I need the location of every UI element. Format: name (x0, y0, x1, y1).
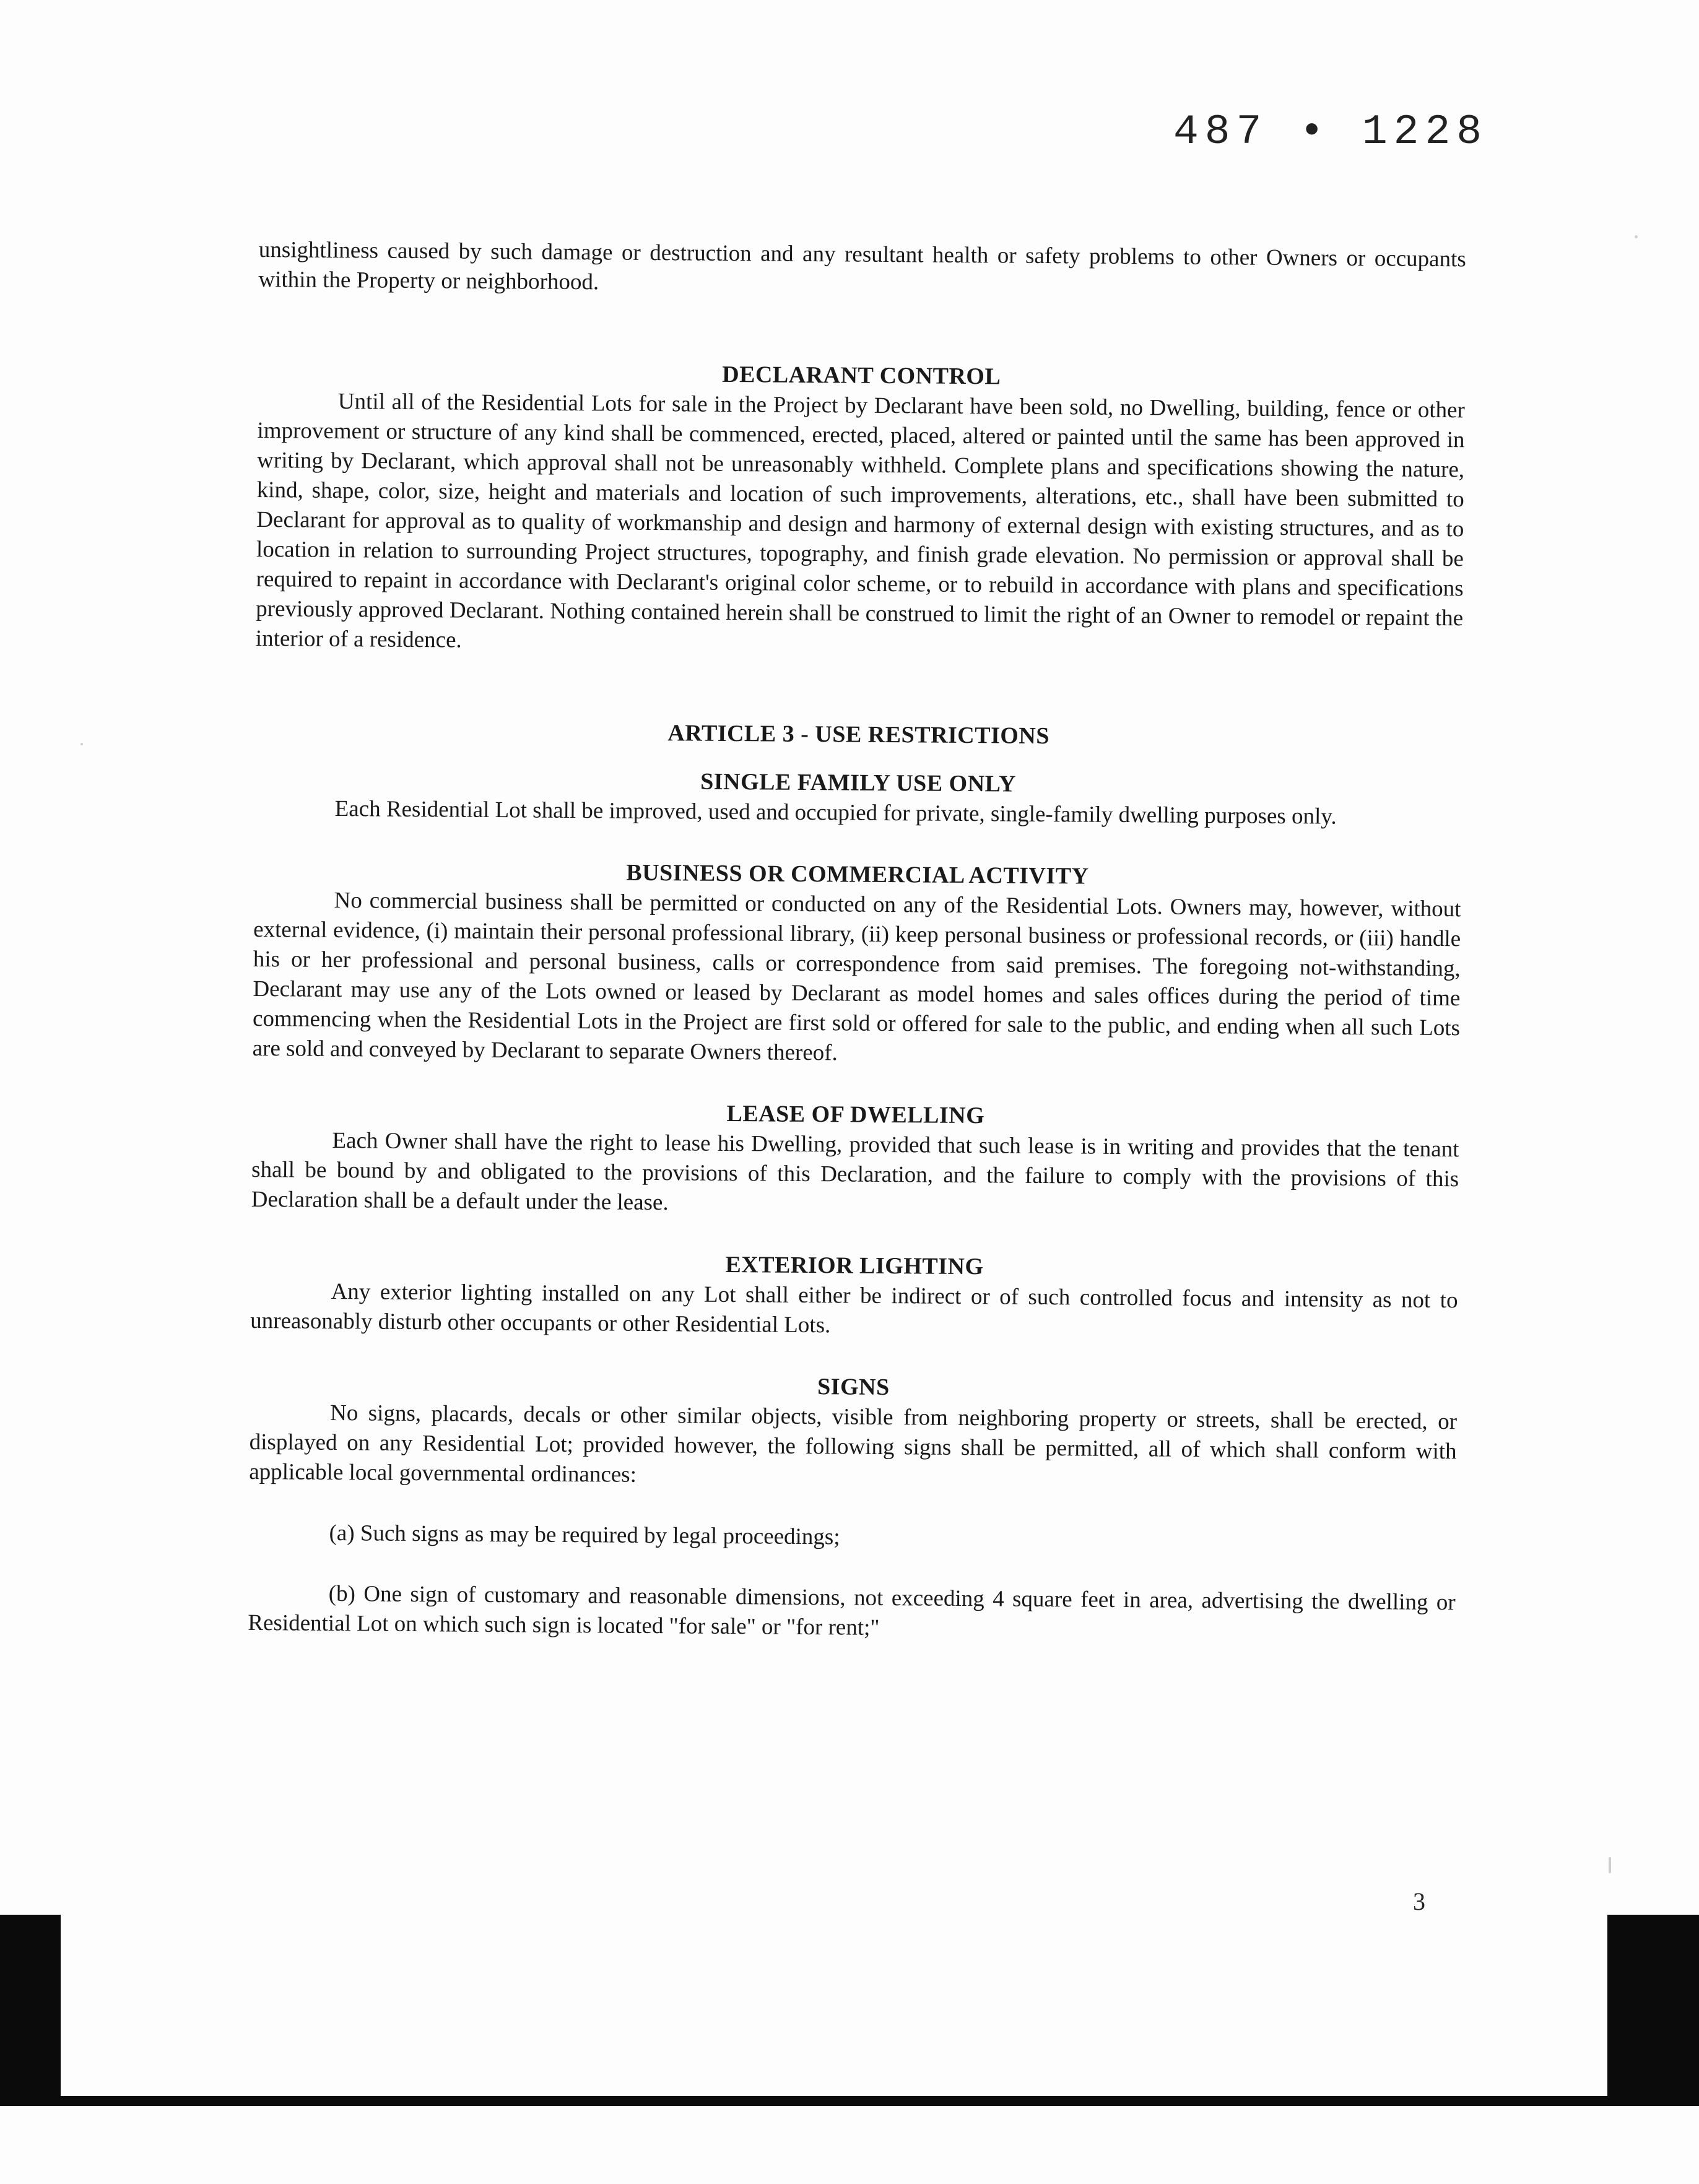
paragraph-declarant-control: Until all of the Residential Lots for sale in the Project by Declarant have been sold, no Dwelling, building, fence or other improvement or structure of any kind shall be commenced, erected, placed, altered or painted until the same has been approved in writing by Declarant, which approval shall not be unreasonably withheld. Complete plans and specifications showing the nature, kind, shape, color, size, height and materials and location of such improvements, alterations, etc., shall have been submitted to Declarant for approval as to quality of workmanship and design and harmony of external design with existing structures, and as to location in relation to surrounding Project structures, topography, and finish grade elevation. No permission or approval shall be required to repaint in accordance with Declarant's original color scheme, or to rebuild in accordance with plans and specifications previously approved Declarant. Nothing contained herein shall be construed to limit the right of an Owner to remodel or repaint the interior of a residence. (255, 389, 1465, 653)
scan-speck (1635, 235, 1638, 238)
scan-border-bottom (0, 2096, 1699, 2106)
paragraph-lease-of-dwelling: Each Owner shall have the right to lease his Dwelling, provided that such lease is in writing and provides that the tenant shall be bound by and obligated to the provisions of this Declaration, and the failure to comply with the provisions of this Declaration shall be a default under the lease. (251, 1127, 1459, 1216)
signs-item-b: (b) One sign of customary and reasonable dimensions, not exceeding 4 square feet in area, advertising the dwelling or Residential Lot on which such sign is located "for sale" or "for rent;" (248, 1580, 1456, 1640)
page-number: 3 (1413, 1887, 1425, 1915)
document-book-page-number: 487 • 1228 (1173, 108, 1488, 156)
intro-paragraph: unsightliness caused by such damage or destruction and any resultant health or safety problems to other Owners or occupants within the Property or neighborhood. (258, 236, 1466, 295)
heading-exterior-lighting: EXTERIOR LIGHTING (725, 1251, 984, 1280)
scan-border-left (0, 1915, 61, 2104)
heading-lease-of-dwelling: LEASE OF DWELLING (726, 1100, 985, 1129)
paragraph-single-family: Each Residential Lot shall be improved, used and occupied for private, single-family dwelling purposes only. (334, 795, 1337, 830)
paragraph-business-activity: No commercial business shall be permitted or conducted on any of the Residential Lots. Owners may, however, without external evidence, (i) maintain their personal professional library, (ii) keep personal business or professional records, or (iii) handle his or her professional and personal business, calls or correspondence from said premises. The foregoing not-withstanding, Declarant may use any of the Lots owned or leased by Declarant as model homes and sales offices during the period of time commencing when the Residential Lots in the Project are first sold or offered for sale to the public, and ending when all such Lots are sold and conveyed by Declarant to separate Owners thereof. (252, 887, 1461, 1066)
article-heading: ARTICLE 3 - USE RESTRICTIONS (667, 720, 1050, 750)
scan-speck (80, 743, 83, 745)
scan-speck (1609, 1857, 1611, 1873)
signs-item-a: (a) Such signs as may be required by legal proceedings; (329, 1520, 840, 1550)
heading-business-activity: BUSINESS OR COMMERCIAL ACTIVITY (626, 859, 1089, 890)
scan-border-right (1607, 1915, 1699, 2104)
paragraph-signs: No signs, placards, decals or other similar objects, visible from neighboring property or streets, shall be erected, or displayed on any Residential Lot; provided however, the following signs shall be permitted, all of which shall conform with applicable local governmental ordinances: (249, 1400, 1458, 1488)
heading-signs: SIGNS (817, 1374, 890, 1401)
paragraph-exterior-lighting: Any exterior lighting installed on any Lot shall either be indirect or of such controlled focus and intensity as not to unreasonably disturb other occupants or other Residential Lots. (250, 1278, 1458, 1338)
heading-single-family: SINGLE FAMILY USE ONLY (700, 768, 1017, 797)
heading-declarant-control: DECLARANT CONTROL (722, 361, 1001, 390)
document-body (248, 235, 1466, 1647)
